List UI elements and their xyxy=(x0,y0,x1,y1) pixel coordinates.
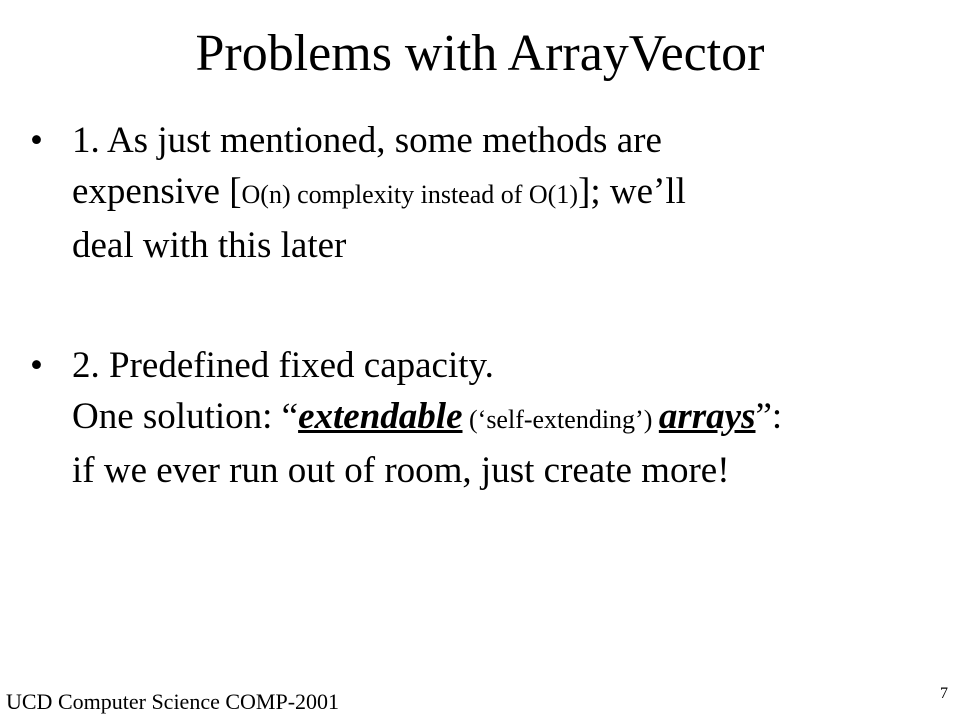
extendable-term: extendable xyxy=(298,396,463,437)
bullet-2-line-2b: ”: xyxy=(755,396,783,437)
arrays-term: arrays xyxy=(658,396,756,437)
bullet-2-line-3: if we ever run out of room, just create more! xyxy=(72,450,730,491)
bullet-1-line-3: deal with this later xyxy=(72,225,347,266)
page-number: 7 xyxy=(940,685,948,702)
bullet-1-text xyxy=(72,115,930,271)
bullet-marker: • xyxy=(30,120,43,161)
self-extending-note: (‘self-extending’) xyxy=(462,405,659,434)
bullet-2-line-2a: One solution: “ xyxy=(72,396,299,437)
bullet-2-line-1: 2. Predefined fixed capacity. xyxy=(72,345,494,386)
bullet-marker: • xyxy=(30,345,43,386)
complexity-note: O(n) complexity instead of O(1) xyxy=(241,180,578,209)
bullet-1-line-2a: expensive [ xyxy=(72,171,242,212)
bullet-1 xyxy=(30,115,930,271)
bullet-2 xyxy=(30,340,930,496)
bullet-1-line-1: 1. As just mentioned, some methods are xyxy=(72,120,662,161)
bullet-1-line-2b: ]; we’ll xyxy=(578,171,686,212)
course-footer: UCD Computer Science COMP-2001 xyxy=(6,689,340,714)
slide-title: Problems with ArrayVector xyxy=(195,25,765,82)
bullet-2-text xyxy=(72,340,930,496)
